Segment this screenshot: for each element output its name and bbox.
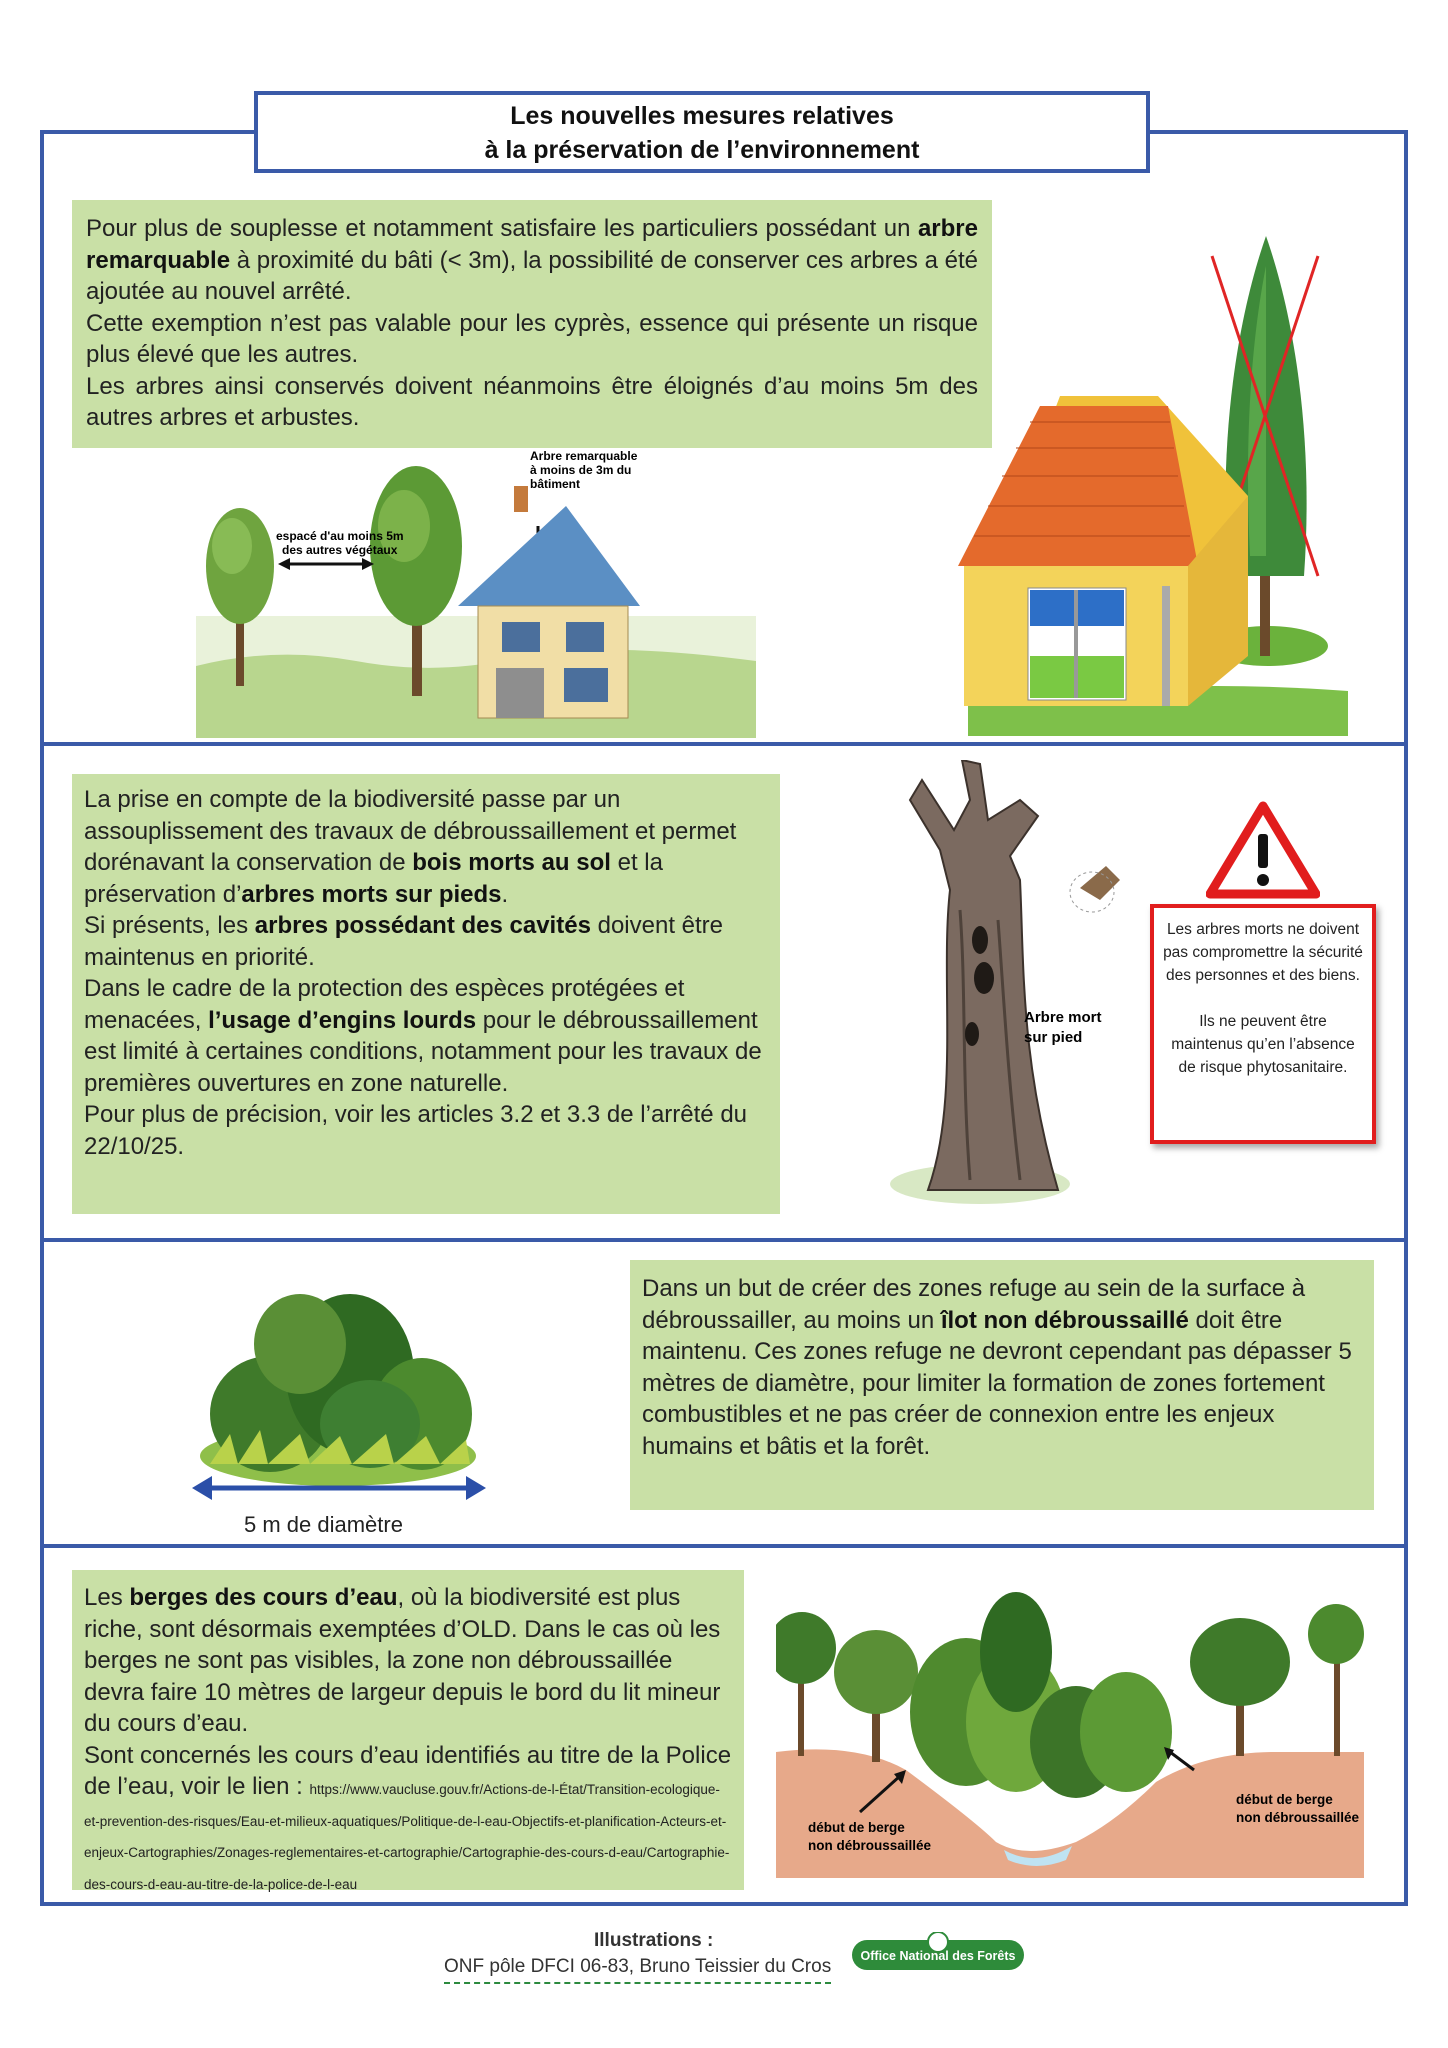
remarkable-tree-illustration bbox=[196, 446, 756, 738]
refuge-zone-text bbox=[630, 1260, 1374, 1510]
body-text: Cette exemption n’est pas valable pour les cyprès, essence qui présente un risque plus élevé que les autres. bbox=[86, 309, 978, 368]
biodiversity-text bbox=[72, 774, 780, 1214]
body-text: et la préservation d’ bbox=[84, 849, 663, 908]
body-text: Dans le cadre de la protection des espèces protégées et menacées, bbox=[84, 975, 685, 1034]
body-text: à proximité du bâti (< 3m), la possibilité de conserver ces arbres a été ajoutée au nouvel arrêté. bbox=[86, 246, 978, 305]
emphasis-text: bois morts au sol bbox=[412, 849, 611, 876]
body-text: Sont concernés les cours d’eau identifiés au titre de la Police de l’eau, voir le lien : bbox=[84, 1741, 732, 1800]
diameter-label: 5 m de diamètre bbox=[244, 1512, 403, 1537]
body-text: Pour plus de précision, voir les articles 3.2 et 3.3 de l’arrêté du 22/10/25. bbox=[84, 1101, 748, 1160]
section-divider bbox=[40, 1544, 1408, 1548]
warning-paragraph-2: Ils ne peuvent être maintenus qu’en l’absence de risque phytosanitaire. bbox=[1171, 1013, 1355, 1076]
onf-logo bbox=[852, 1932, 1024, 1978]
emphasis-text: arbre remarquable bbox=[86, 215, 978, 274]
section-divider bbox=[40, 1238, 1408, 1242]
credit-title: Illustrations : bbox=[594, 1930, 714, 1951]
credit-text: ONF pôle DFCI 06-83, Bruno Teissier du Cros bbox=[444, 1956, 831, 1984]
bank-left-label-1: début de berge bbox=[808, 1820, 905, 1835]
warning-paragraph-1: Les arbres morts ne doivent pas compromettre la sécurité des personnes et des biens. bbox=[1163, 921, 1363, 984]
remarkable-tree-text bbox=[72, 200, 992, 448]
title-line-1: Les nouvelles mesures relatives bbox=[510, 102, 894, 130]
warning-icon bbox=[1206, 800, 1320, 900]
emphasis-text: l’usage d’engins lourds bbox=[208, 1006, 477, 1034]
emphasis-text: arbres morts sur pieds bbox=[241, 880, 502, 908]
body-text: doivent être maintenus en priorité. bbox=[84, 912, 724, 971]
body-text: doit être maintenu. Ces zones refuge ne devront cependant pas dépasser 5 mètres de diamètre, pour limiter la formation de zones fortement combustibles et ne pas créer de connexion entre les enjeux humains et bâtis et la forêt. bbox=[642, 1306, 1352, 1460]
warning-notice bbox=[1150, 904, 1376, 1144]
shrub-island-illustration bbox=[190, 1264, 490, 1512]
link-url[interactable]: https://www.vaucluse.gouv.fr/Actions-de-l-État/Transition-ecologique-et-prevention-des-risques/Eau-et-milieux-aquatiques/Politique-de-l-eau-Objectifs-et-planification-Acteurs-et-enjeux-Cartographies/Zonages-reglementaires-et-cartographie/Cartographie-des-cours-d-eau/Cartographie-des-cours-d-eau-au-titre-de-la-police-de-l-eau bbox=[84, 1782, 730, 1892]
label-remarkable-3: bâtiment bbox=[530, 477, 581, 491]
body-text: , où la biodiversité est plus riche, sont désormais exemptées d’OLD. Dans le cas où les berges ne sont pas visibles, la zone non débroussaillée devra faire 10 mètres de largeur depuis le bord du lit mineur du cours d’eau. bbox=[84, 1584, 721, 1737]
emphasis-text: îlot non débroussaillé bbox=[940, 1306, 1189, 1334]
cypress-house-illustration bbox=[948, 236, 1356, 736]
dead-tree-illustration bbox=[870, 760, 1150, 1210]
label-remarkable-1: Arbre remarquable bbox=[530, 449, 638, 463]
body-text: Les bbox=[84, 1584, 130, 1611]
bank-left-label-2: non débroussaillée bbox=[808, 1838, 932, 1853]
body-text: pour le débroussaillement est limité à certaines conditions, notamment pour les travaux de premières ouvertures en zone naturelle. bbox=[84, 1006, 762, 1097]
onf-logo-text: Office National des Forêts bbox=[860, 1949, 1016, 1963]
bank-right-label-1: début de berge bbox=[1236, 1792, 1333, 1807]
page-title bbox=[254, 91, 1150, 173]
body-text: . bbox=[501, 880, 509, 908]
body-text: Pour plus de souplesse et notamment satisfaire les particuliers possédant un bbox=[86, 215, 918, 242]
body-text: La prise en compte de la biodiversité passe par un assouplissement des travaux de débroussaillement et permet dorénavant la conservation de bbox=[84, 786, 737, 876]
label-spacing-1: espacé d'au moins 5m bbox=[276, 529, 404, 543]
riverbank-text bbox=[72, 1570, 744, 1890]
body-text: Si présents, les bbox=[84, 912, 255, 939]
bank-right-label-2: non débroussaillée bbox=[1236, 1810, 1360, 1825]
section-divider bbox=[40, 742, 1408, 746]
emphasis-text: berges des cours d’eau bbox=[129, 1584, 398, 1611]
tree-label-1: Arbre mort bbox=[1024, 1009, 1102, 1026]
tree-label-2: sur pied bbox=[1024, 1029, 1083, 1046]
label-remarkable-2: à moins de 3m du bbox=[530, 463, 632, 477]
title-line-2: à la préservation de l’environnement bbox=[484, 136, 920, 164]
body-text: Les arbres ainsi conservés doivent néanmoins être éloignés d’au moins 5m des autres arbres et arbustes. bbox=[86, 372, 978, 431]
emphasis-text: arbres possédant des cavités bbox=[254, 912, 591, 939]
riverbank-illustration bbox=[776, 1592, 1364, 1878]
body-text: Dans un but de créer des zones refuge au sein de la surface à débroussailler, au moins un bbox=[642, 1275, 1306, 1334]
label-spacing-2: des autres végétaux bbox=[282, 543, 398, 557]
